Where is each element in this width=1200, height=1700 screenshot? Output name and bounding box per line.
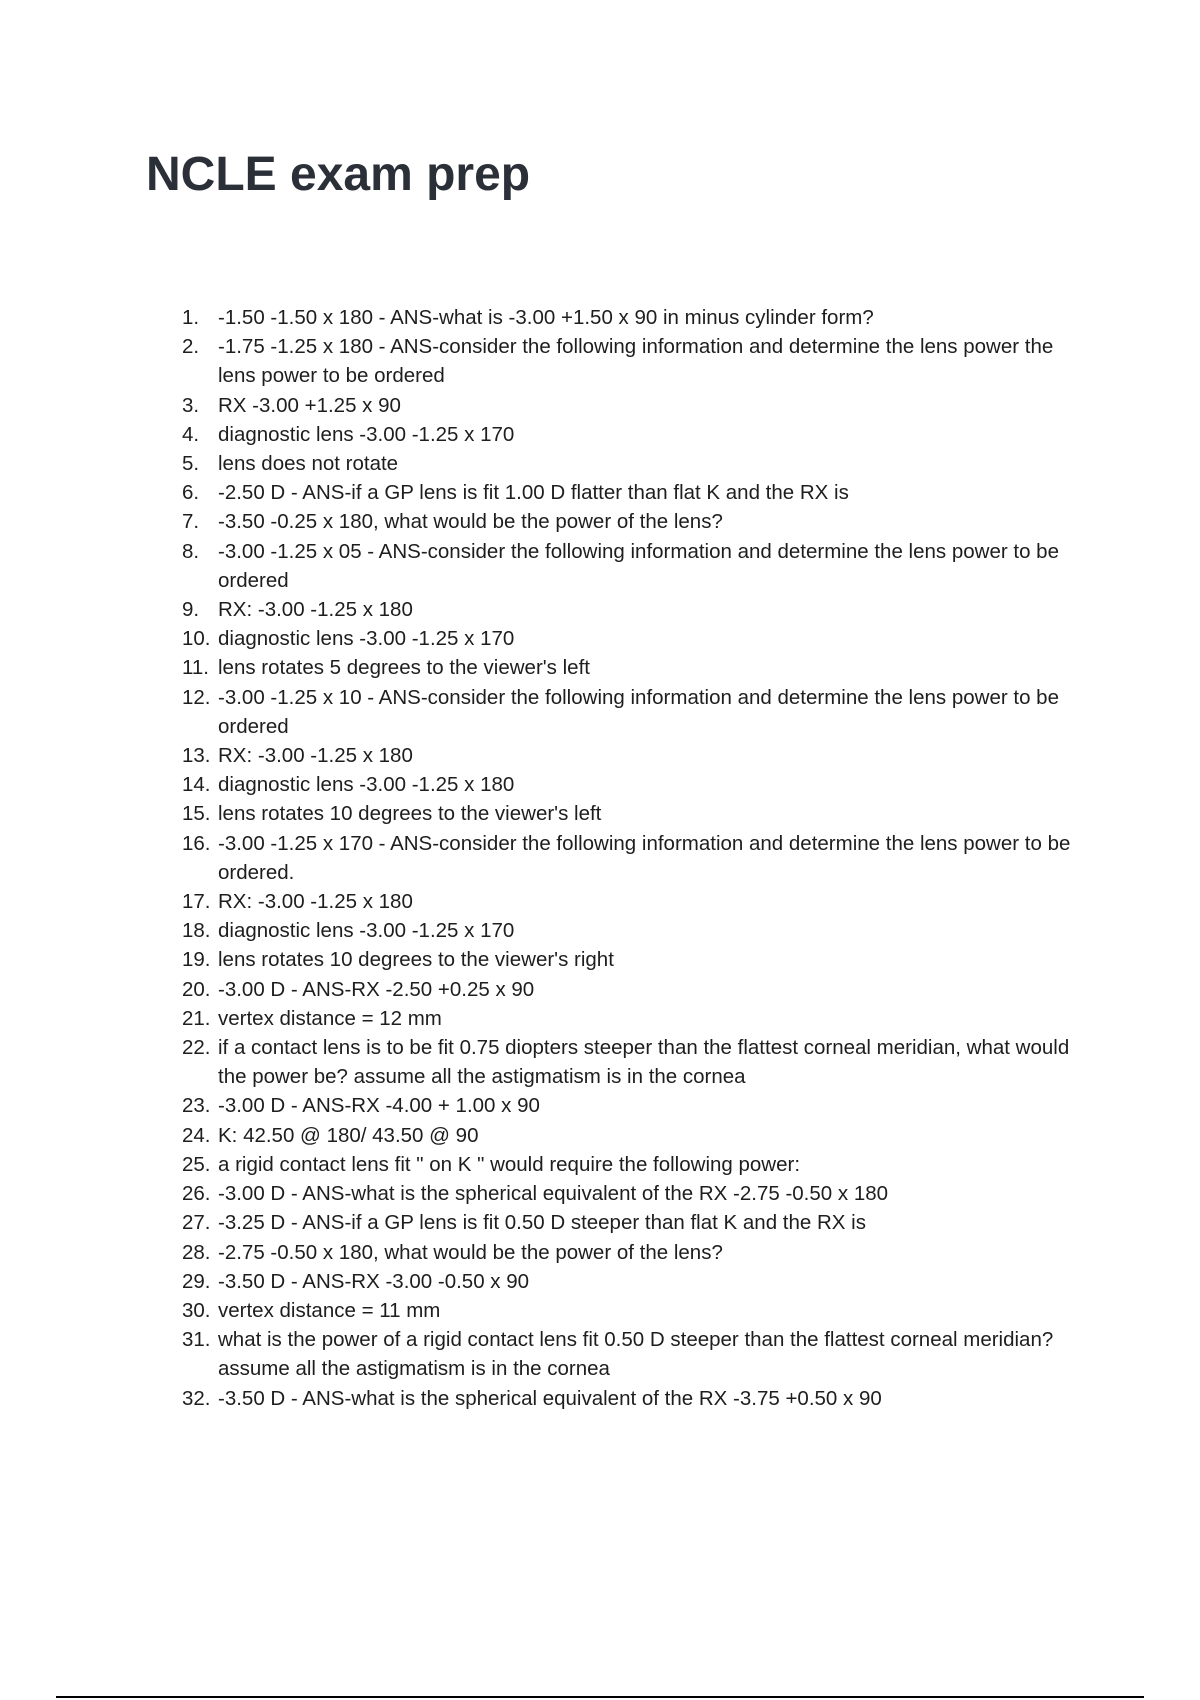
item-text: what is the power of a rigid contact lens fit 0.50 D steeper than the flattest corneal meridian? assume all the astigmatism is in the cornea xyxy=(218,1328,1054,1381)
item-number: 26. xyxy=(182,1182,211,1206)
item-text: -3.00 -1.25 x 05 - ANS-consider the following information and determine the lens power to be ordered xyxy=(218,539,1059,592)
item-text: -1.75 -1.25 x 180 - ANS-consider the following information and determine the lens power the lens power to be ordered xyxy=(218,335,1054,388)
item-text: a rigid contact lens fit " on K " would require the following power: xyxy=(218,1152,801,1176)
list-item xyxy=(182,799,1092,828)
item-number: 20. xyxy=(182,977,211,1001)
item-number: 8. xyxy=(182,539,200,563)
list-item xyxy=(182,1267,1092,1296)
item-number: 32. xyxy=(182,1386,211,1410)
list-item xyxy=(182,829,1092,887)
item-number: 7. xyxy=(182,510,200,534)
list-item xyxy=(182,653,1092,682)
item-text: vertex distance = 12 mm xyxy=(218,1006,442,1030)
list-item xyxy=(182,1208,1092,1237)
item-text: -3.00 D - ANS-RX -4.00 + 1.00 x 90 xyxy=(218,1094,540,1118)
list-item xyxy=(182,478,1092,507)
item-text: -1.50 -1.50 x 180 - ANS-what is -3.00 +1.50 x 90 in minus cylinder form? xyxy=(218,306,874,329)
item-text: vertex distance = 11 mm xyxy=(218,1298,441,1322)
list-item xyxy=(182,1004,1092,1033)
item-number: 1. xyxy=(182,306,200,329)
item-number: 25. xyxy=(182,1152,211,1176)
list-item xyxy=(182,1238,1092,1267)
list-item xyxy=(182,887,1092,916)
item-number: 29. xyxy=(182,1269,211,1293)
item-number: 2. xyxy=(182,335,200,359)
list-item xyxy=(182,595,1092,624)
item-text: -3.00 D - ANS-what is the spherical equivalent of the RX -2.75 -0.50 x 180 xyxy=(218,1182,889,1206)
list-item xyxy=(182,1384,1092,1413)
item-text: RX: -3.00 -1.25 x 180 xyxy=(218,598,413,622)
item-number: 5. xyxy=(182,452,200,476)
item-text: diagnostic lens -3.00 -1.25 x 170 xyxy=(218,422,515,446)
item-number: 18. xyxy=(182,919,211,943)
list-item xyxy=(182,1325,1092,1383)
item-text: RX: -3.00 -1.25 x 180 xyxy=(218,890,413,914)
list-item xyxy=(182,1091,1092,1120)
item-text: lens rotates 10 degrees to the viewer's right xyxy=(218,948,614,972)
item-number: 13. xyxy=(182,744,211,768)
list-item xyxy=(182,1296,1092,1325)
item-number: 3. xyxy=(182,393,200,417)
item-text: diagnostic lens -3.00 -1.25 x 170 xyxy=(218,919,515,943)
item-number: 28. xyxy=(182,1240,211,1264)
item-number: 30. xyxy=(182,1298,211,1322)
item-text: -3.50 D - ANS-RX -3.00 -0.50 x 90 xyxy=(218,1269,530,1293)
list-item xyxy=(182,741,1092,770)
item-text: -3.00 -1.25 x 10 - ANS-consider the following information and determine the lens power to be ordered xyxy=(218,685,1059,738)
list-item xyxy=(182,507,1092,536)
list-item xyxy=(182,624,1092,653)
item-text: if a contact lens is to be fit 0.75 diopters steeper than the flattest corneal meridian, what would the power be? assume all the astigmatism is in the cornea xyxy=(218,1036,1070,1089)
item-number: 23. xyxy=(182,1094,211,1118)
item-number: 4. xyxy=(182,422,200,446)
item-number: 10. xyxy=(182,627,211,651)
item-number: 24. xyxy=(182,1123,211,1147)
item-text: -2.75 -0.50 x 180, what would be the power of the lens? xyxy=(218,1240,723,1264)
item-number: 15. xyxy=(182,802,211,826)
item-number: 19. xyxy=(182,948,211,972)
list-item xyxy=(182,916,1092,945)
list-item xyxy=(182,332,1092,390)
list-item xyxy=(182,420,1092,449)
list-item xyxy=(182,1150,1092,1179)
item-text: lens does not rotate xyxy=(218,452,399,476)
qa-list xyxy=(182,303,1092,1413)
list-item xyxy=(182,1033,1092,1091)
item-text: -3.50 -0.25 x 180, what would be the power of the lens? xyxy=(218,510,723,534)
item-text: -2.50 D - ANS-if a GP lens is fit 1.00 D flatter than flat K and the RX is xyxy=(218,481,849,505)
item-number: 16. xyxy=(182,831,211,855)
item-number: 31. xyxy=(182,1328,211,1352)
list-item xyxy=(182,770,1092,799)
item-text: diagnostic lens -3.00 -1.25 x 170 xyxy=(218,627,515,651)
item-text: -3.00 D - ANS-RX -2.50 +0.25 x 90 xyxy=(218,977,535,1001)
list-item xyxy=(182,449,1092,478)
item-number: 21. xyxy=(182,1006,211,1030)
page-title: NCLE exam prep xyxy=(146,148,531,201)
item-number: 12. xyxy=(182,685,211,709)
item-text: lens rotates 10 degrees to the viewer's left xyxy=(218,802,602,826)
item-number: 17. xyxy=(182,890,211,914)
item-number: 6. xyxy=(182,481,200,505)
item-text: -3.00 -1.25 x 170 - ANS-consider the following information and determine the lens power to be ordered. xyxy=(218,831,1071,884)
list-item xyxy=(182,945,1092,974)
item-text: -3.25 D - ANS-if a GP lens is fit 0.50 D steeper than flat K and the RX is xyxy=(218,1211,866,1235)
list-item xyxy=(182,303,1092,332)
item-number: 27. xyxy=(182,1211,211,1235)
list-item xyxy=(182,391,1092,420)
item-text: K: 42.50 @ 180/ 43.50 @ 90 xyxy=(218,1123,479,1147)
item-number: 14. xyxy=(182,773,211,797)
item-text: RX: -3.00 -1.25 x 180 xyxy=(218,744,413,768)
list-item xyxy=(182,1121,1092,1150)
item-text: lens rotates 5 degrees to the viewer's left xyxy=(218,656,590,680)
list-item xyxy=(182,537,1092,595)
list-item xyxy=(182,975,1092,1004)
list-item xyxy=(182,683,1092,741)
item-text: -3.50 D - ANS-what is the spherical equivalent of the RX -3.75 +0.50 x 90 xyxy=(218,1386,882,1410)
item-number: 9. xyxy=(182,598,200,622)
item-text: RX -3.00 +1.25 x 90 xyxy=(218,393,401,417)
footer-divider xyxy=(56,1696,1144,1698)
item-text: diagnostic lens -3.00 -1.25 x 180 xyxy=(218,773,515,797)
item-number: 22. xyxy=(182,1036,211,1060)
list-item xyxy=(182,1179,1092,1208)
item-number: 11. xyxy=(182,656,209,680)
